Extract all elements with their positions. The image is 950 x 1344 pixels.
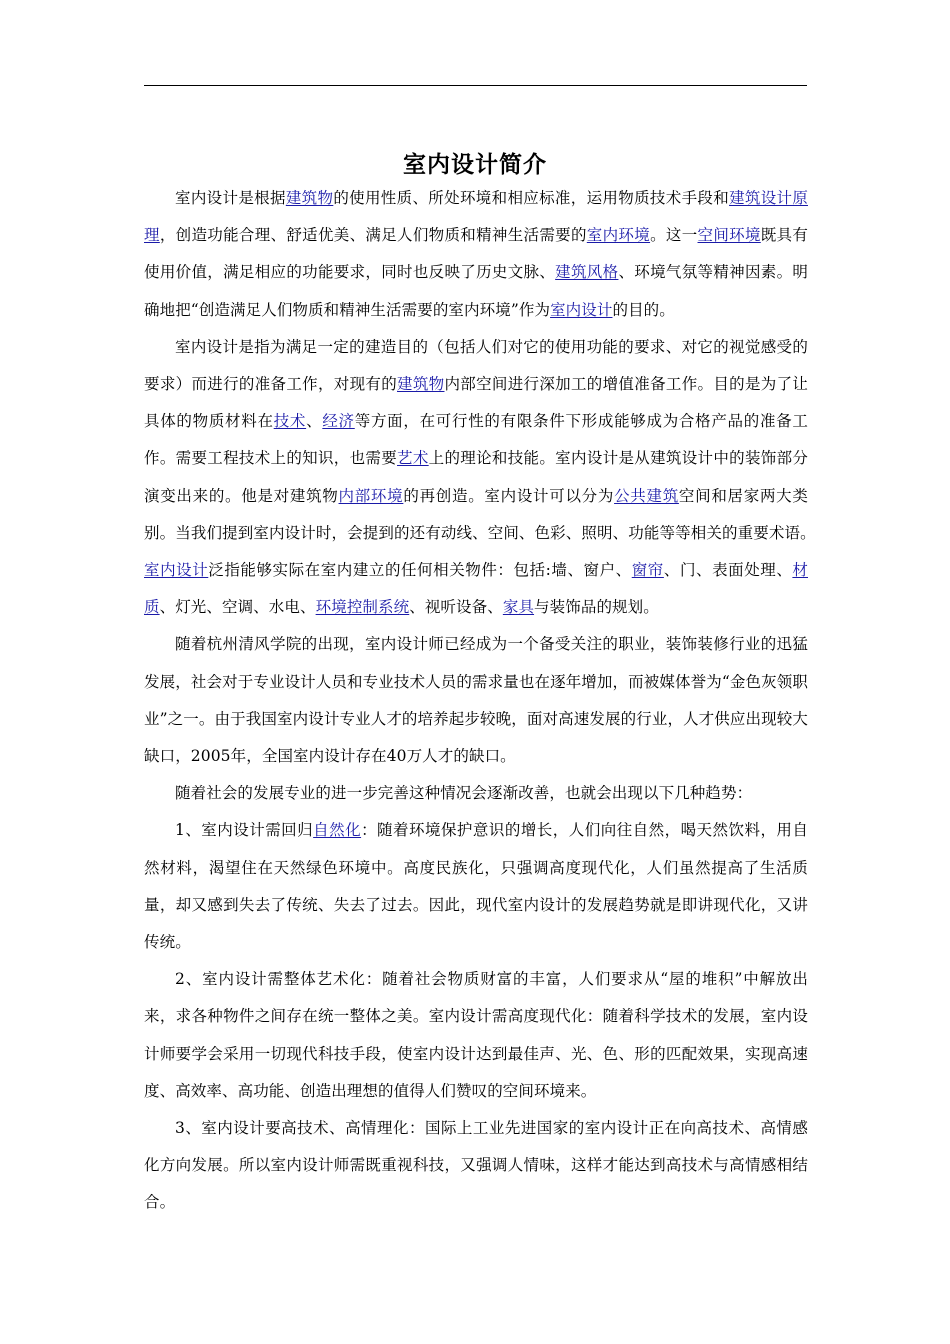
text-run: 。这一 — [650, 226, 698, 245]
paragraph-3 — [144, 626, 808, 775]
document-body — [144, 180, 824, 1222]
inline-link[interactable]: 内部环境 — [338, 486, 404, 505]
inline-link[interactable]: 环境控制系统 — [315, 598, 410, 617]
text-run: ：随着环境保护意识的增长，人们向往自然，喝天然饮料，用自然材料，渴望住在天然绿色环境中。高度民族化，只强调高度现代化，人们虽然提高了生活质量，却又感到失去了传统、失去了过去。因此，现代室内设计的发展趋势就是即讲现代化，又讲传统。 — [144, 821, 808, 952]
text-run: 、视听设备、 — [409, 598, 503, 617]
text-run: 泛指能够实际在室内建立的任何相关物件：包括:墙、窗户、 — [208, 561, 632, 580]
inline-link[interactable]: 自然化 — [313, 821, 362, 840]
inline-link[interactable]: 家具 — [502, 598, 535, 617]
text-run: 上的理论和技能。室内设计是从建筑设计中的装饰部分演变出来的。他是对建筑物 — [144, 449, 808, 505]
text-run: 、 — [306, 412, 323, 431]
paragraph-4 — [144, 775, 808, 812]
inline-link[interactable]: 建筑设计原理 — [144, 189, 808, 245]
paragraph-2 — [144, 329, 824, 627]
text-run: 、灯光、空调、水电、 — [159, 598, 316, 617]
header-rule — [144, 85, 807, 86]
inline-link[interactable]: 材质 — [144, 561, 808, 617]
text-run: 、门、表面处理、 — [663, 561, 793, 580]
text-run: 1、室内设计需回归 — [175, 821, 314, 840]
text-run: 既具有使用价值，满足相应的功能要求，同时也反映了历史文脉、 — [144, 226, 809, 282]
inline-link[interactable]: 建筑风格 — [555, 263, 619, 282]
paragraph-5 — [144, 812, 808, 961]
text-run: 空间和居家两大类别。当我们提到室内设计时，会提到的还有动线、空间、色彩、照明、功能等等相关的重要术语。 — [144, 486, 824, 542]
inline-link[interactable]: 技术 — [273, 412, 307, 431]
inline-link[interactable]: 空间环境 — [697, 226, 761, 245]
text-run: 、环境气氛等精神因素。明确地把“创造满足人们物质和精神生活需要的室内环境”作为 — [144, 263, 808, 319]
inline-link[interactable]: 艺术 — [397, 449, 429, 468]
text-run: 室内设计是根据 — [175, 189, 286, 207]
text-run: 的目的。 — [612, 300, 675, 319]
paragraph-6 — [144, 961, 808, 1110]
paragraph-7 — [144, 1110, 808, 1222]
inline-link[interactable]: 经济 — [322, 412, 355, 431]
text-run: 等方面，在可行性的有限条件下形成能够成为合格产品的准备工作。需要工程技术上的知识，也需要 — [144, 412, 808, 468]
page-title: 室内设计简介 — [403, 151, 547, 179]
text-run: 2、室内设计需整体艺术化：随着社会物质财富的丰富，人们要求从“屋的堆积”中解放出来，求各种物件之间存在统一整体之美。室内设计需高度现代化：随着科学技术的发展，室内设计师要学会采用一切现代科技手段，使室内设计达到最佳声、光、色、形的匹配效果，实现高速度、高效率、高功能、创造出理想的值得人们赞叹的空间环境来。 — [144, 970, 808, 1100]
text-run: 室内设计是指为满足一定的建造目的（包括人们对它的使用功能的要求、对它的视觉感受的要求）而进行的准备工作，对现有的 — [144, 337, 808, 394]
text-run: 随着社会的发展专业的进一步完善这种情况会逐渐改善，也就会出现以下几种趋势： — [175, 784, 753, 803]
inline-link[interactable]: 室内环境 — [586, 226, 651, 245]
text-run: 的再创造。室内设计可以分为 — [403, 486, 615, 505]
inline-link[interactable]: 室内设计 — [550, 300, 613, 319]
inline-link[interactable]: 建筑物 — [285, 189, 334, 207]
text-run: 随着杭州清风学院的出现，室内设计师已经成为一个备受关注的职业，装饰装修行业的迅猛发展，社会对于专业设计人员和专业技术人员的需求量也在逐年增加，而被媒体誉为“金色灰领职业”之一。由于我国室内设计专业人才的培养起步较晚，面对高速发展的行业，人才供应出现较大缺口，2005年，全国室内设计存在40万人才的缺口。 — [144, 635, 808, 766]
inline-link[interactable]: 窗帘 — [631, 561, 664, 580]
inline-link[interactable]: 室内设计 — [144, 561, 209, 580]
text-run: 内部空间进行深加工的增值准备工作。目的是为了让具体的物质材料在 — [144, 375, 808, 431]
text-run: 3、室内设计要高技术、高情理化：国际上工业先进国家的室内设计正在向高技术、高情感化方向发展。所以室内设计师需既重视科技，又强调人情味，这样才能达到高技术与高情感相结合。 — [144, 1119, 808, 1212]
text-run: ，创造功能合理、舒适优美、满足人们物质和精神生活需要的 — [159, 226, 587, 245]
text-run: 的使用性质、所处环境和相应标准，运用物质技术手段和 — [333, 189, 730, 207]
text-run: 与装饰品的规划。 — [534, 598, 659, 617]
paragraph-1 — [144, 180, 808, 329]
inline-link[interactable]: 建筑物 — [397, 375, 445, 394]
inline-link[interactable]: 公共建筑 — [614, 486, 679, 505]
